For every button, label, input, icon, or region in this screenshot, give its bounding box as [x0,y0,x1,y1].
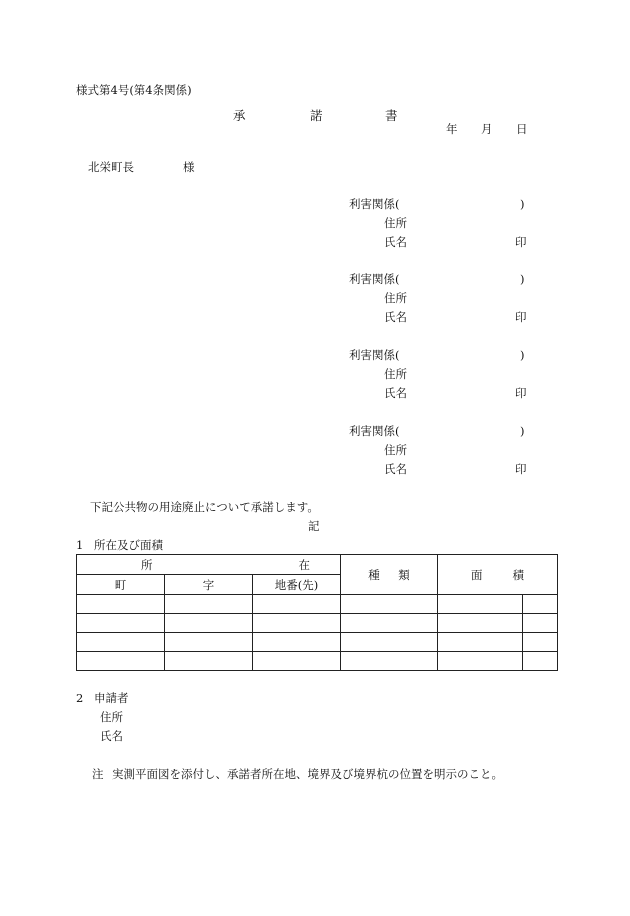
honorific: 様 [183,160,195,174]
lot-number-header: 地番(先) [253,575,341,595]
party-address-label: 住所 [384,216,407,230]
title-char-3: 書 [385,108,398,123]
addressee: 北栄町長 [88,160,134,174]
party-role-close: ) [520,348,525,362]
location-header-char-1: 所 [141,557,153,572]
town-header: 町 [77,575,165,595]
title-char-2: 諾 [310,108,323,123]
table-cell[interactable] [341,614,438,633]
note-text: 実測平面図を添付し、承諾者所在地、境界及び境界杭の位置を明示のこと。 [112,767,503,781]
ki-marker: 記 [308,519,320,533]
applicant-address-label: 住所 [100,710,123,724]
party-seal: 印 [515,386,527,400]
party-address-label: 住所 [384,291,407,305]
table-cell[interactable] [438,652,523,671]
section1-number: 1 [76,538,84,552]
aza-header: 字 [165,575,253,595]
table-cell[interactable] [77,652,165,671]
table-cell[interactable] [77,595,165,614]
table-cell[interactable] [253,614,341,633]
note-label: 注 [92,767,104,781]
section2-label: 申請者 [94,691,129,705]
date-month: 月 [481,122,493,136]
table-cell[interactable] [341,633,438,652]
party-role-label: 利害関係( [349,424,400,438]
party-role-label: 利害関係( [349,272,400,286]
table-cell[interactable] [253,595,341,614]
section2-number: 2 [76,691,84,705]
party-name-label: 氏名 [384,310,407,324]
area-header [438,555,558,595]
table-row [77,633,558,652]
party-name-label: 氏名 [384,462,407,476]
consent-statement: 下記公共物の用途廃止について承諾します。 [90,500,319,514]
party-seal: 印 [515,462,527,476]
table-cell[interactable] [165,595,253,614]
table-cell[interactable] [165,633,253,652]
party-seal: 印 [515,310,527,324]
table-cell[interactable] [523,652,558,671]
table-row [77,652,558,671]
location-area-table [76,554,558,671]
table-cell[interactable] [523,633,558,652]
table-cell[interactable] [165,652,253,671]
date-day: 日 [516,122,528,136]
party-address-label: 住所 [384,443,407,457]
party-role-close: ) [520,424,525,438]
table-cell[interactable] [253,633,341,652]
date-year: 年 [446,122,458,136]
location-header-char-2: 在 [298,557,311,572]
section1-label: 所在及び面積 [94,538,163,552]
party-name-label: 氏名 [384,386,407,400]
kind-header-char-2: 類 [398,567,410,582]
party-name-label: 氏名 [384,235,407,249]
table-row [77,595,558,614]
table-cell[interactable] [77,633,165,652]
table-cell[interactable] [438,595,523,614]
party-address-label: 住所 [384,367,407,381]
title-char-1: 承 [233,108,246,123]
table-cell[interactable] [341,652,438,671]
party-role-close: ) [520,272,525,286]
party-role-close: ) [520,197,525,211]
party-seal: 印 [515,235,527,249]
kind-header-char-1: 種 [368,567,380,582]
table-row [77,614,558,633]
location-header [77,555,341,575]
party-role-label: 利害関係( [349,348,400,362]
area-header-char-2: 積 [512,567,525,582]
table-cell[interactable] [438,633,523,652]
form-number-label: 様式第4号(第4条関係) [76,83,192,97]
kind-header [341,555,438,595]
table-cell[interactable] [438,614,523,633]
party-role-label: 利害関係( [349,197,400,211]
area-header-char-1: 面 [471,567,483,582]
applicant-name-label: 氏名 [100,729,123,743]
table-cell[interactable] [523,614,558,633]
table-cell[interactable] [523,595,558,614]
table-cell[interactable] [253,652,341,671]
table-cell[interactable] [77,614,165,633]
table-cell[interactable] [165,614,253,633]
table-cell[interactable] [341,595,438,614]
